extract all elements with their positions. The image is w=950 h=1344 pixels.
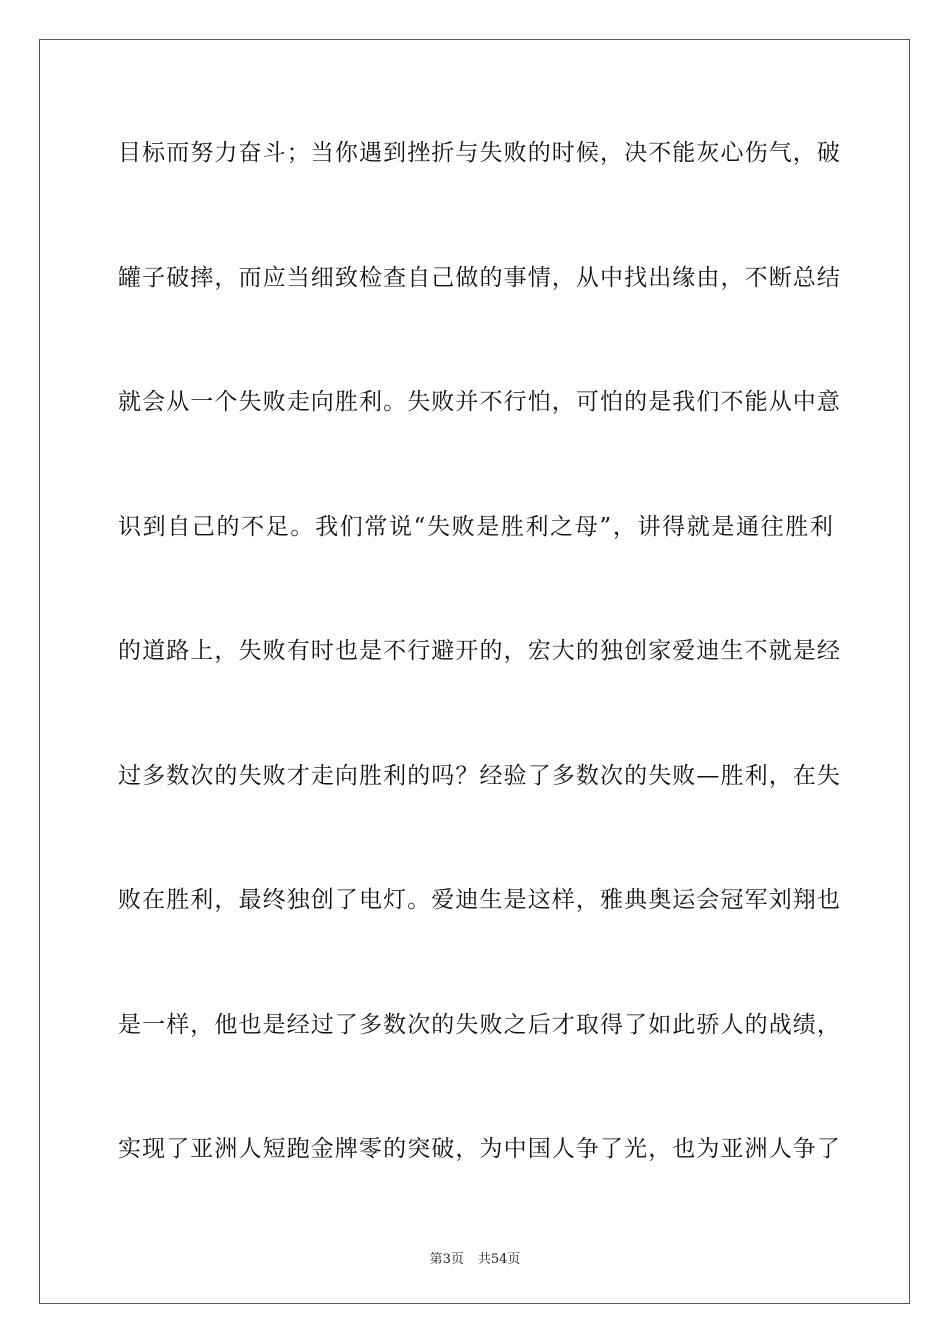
body-line: 就会从一个失败走向胜利。失败并不行怕，可怕的是我们不能从中意 <box>118 389 841 415</box>
page-number-current: 第3页 <box>429 1252 464 1267</box>
body-line: 的道路上，失败有时也是不行避开的，宏大的独创家爱迪生不就是经 <box>118 638 841 664</box>
body-line: 实现了亚洲人短跑金牌零的突破，为中国人争了光，也为亚洲人争了 <box>118 1136 841 1162</box>
page-footer <box>0 1248 950 1267</box>
body-line: 败在胜利，最终独创了电灯。爱迪生是这样，雅典奥运会冠军刘翔也 <box>118 887 841 913</box>
page-number-total: 共54页 <box>477 1252 521 1267</box>
body-line: 目标而努力奋斗；当你遇到挫折与失败的时候，决不能灰心伤气，破 <box>118 140 841 166</box>
body-line: 过多数次的失败才走向胜利的吗？经验了多数次的失败—胜利，在失 <box>118 762 841 789</box>
body-line: 罐子破摔，而应当细致检查自己做的事情，从中找出缘由，不断总结 <box>118 264 841 291</box>
body-line: 识到自己的不足。我们常说“失败是胜利之母”，讲得就是通往胜利 <box>118 513 834 540</box>
document-body <box>118 127 841 1248</box>
body-line: 是一样，他也是经过了多数次的失败之后才取得了如此骄人的战绩， <box>118 1011 841 1038</box>
